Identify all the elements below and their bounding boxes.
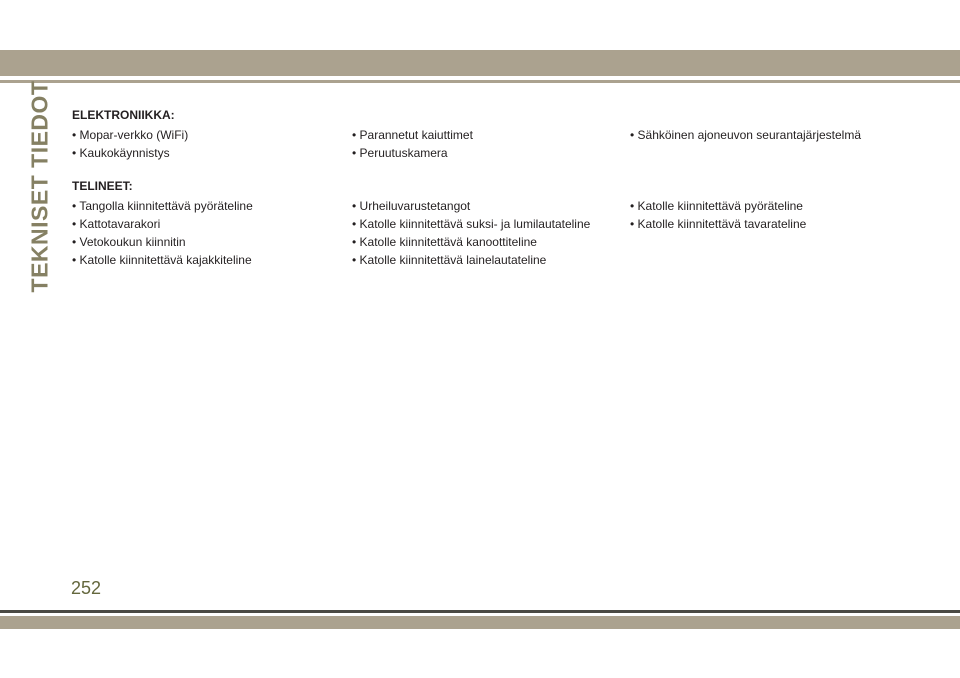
list-item: • Mopar-verkko (WiFi) bbox=[72, 128, 189, 142]
electronics-list bbox=[72, 126, 952, 162]
list-item: • Kaukokäynnistys bbox=[72, 146, 170, 160]
list-item: • Katolle kiinnitettävä tavarateline bbox=[630, 217, 807, 231]
list-item: • Sähköinen ajoneuvon seurantajärjestelmä bbox=[630, 128, 862, 142]
racks-list bbox=[72, 197, 952, 269]
list-item: • Katolle kiinnitettävä pyöräteline bbox=[630, 199, 803, 213]
list-item: • Katolle kiinnitettävä lainelautateline bbox=[352, 253, 547, 267]
bottom-rule bbox=[0, 610, 960, 613]
list-row bbox=[72, 233, 952, 251]
list-item: • Katolle kiinnitettävä kajakkiteline bbox=[72, 253, 252, 267]
page-content bbox=[72, 107, 952, 269]
list-item: • Tangolla kiinnitettävä pyöräteline bbox=[72, 199, 253, 213]
page-number: 252 bbox=[71, 578, 102, 598]
list-item: • Vetokoukun kiinnitin bbox=[72, 235, 186, 249]
top-rule bbox=[0, 80, 960, 83]
list-item: • Katolle kiinnitettävä suksi- ja lumilautateline bbox=[352, 217, 591, 231]
top-decorative-band bbox=[0, 50, 960, 76]
list-item: • Katolle kiinnitettävä kanoottiteline bbox=[352, 235, 537, 249]
list-item bbox=[630, 251, 950, 269]
side-title-text: TEKNISET TIEDOT bbox=[26, 80, 53, 292]
electronics-heading: ELEKTRONIIKKA: bbox=[72, 108, 175, 122]
list-item: • Parannetut kaiuttimet bbox=[352, 128, 473, 142]
list-item: • Urheiluvarustetangot bbox=[352, 199, 471, 213]
list-row bbox=[72, 144, 952, 162]
racks-heading: TELINEET: bbox=[72, 179, 133, 193]
list-item: • Kattotavarakori bbox=[72, 217, 161, 231]
list-row bbox=[72, 126, 952, 144]
list-item bbox=[630, 233, 950, 251]
list-item bbox=[630, 144, 950, 162]
bottom-decorative-band bbox=[0, 616, 960, 629]
list-row bbox=[72, 215, 952, 233]
section-side-title bbox=[26, 80, 53, 292]
list-item: • Peruutuskamera bbox=[352, 146, 448, 160]
list-row bbox=[72, 197, 952, 215]
list-row bbox=[72, 251, 952, 269]
